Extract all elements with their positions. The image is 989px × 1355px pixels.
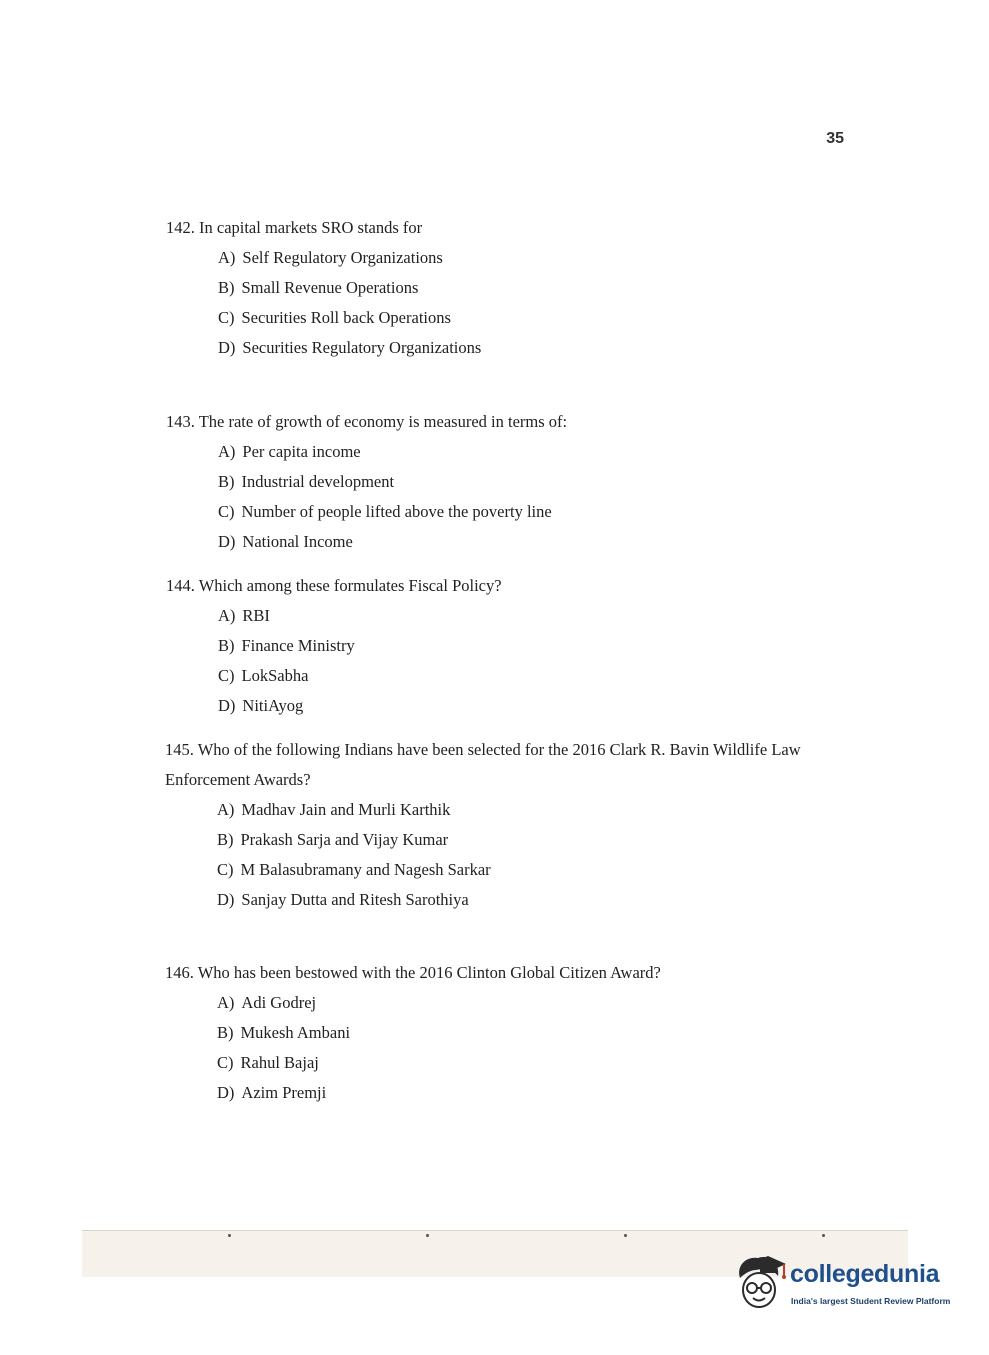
option-letter: A) (218, 606, 236, 625)
question-stem: 144. Which among these formulates Fiscal Policy? (166, 576, 502, 595)
option-b (218, 467, 846, 497)
option-a (218, 437, 846, 467)
option-letter: B) (218, 636, 235, 655)
option-letter: C) (218, 308, 235, 327)
footer-mark (624, 1234, 627, 1237)
option-letter: B) (217, 1023, 234, 1042)
option-text: Small Revenue Operations (241, 278, 419, 297)
page-number: 35 (826, 130, 844, 147)
option-letter: D) (218, 338, 236, 357)
option-a (217, 795, 845, 825)
question-143 (166, 407, 846, 557)
option-a (218, 601, 846, 631)
option-d (217, 1078, 845, 1108)
question-144 (166, 571, 846, 721)
option-text: LokSabha (241, 666, 309, 685)
footer-mark (426, 1234, 429, 1237)
option-text: M Balasubramany and Nagesh Sarkar (240, 860, 491, 879)
option-text: Rahul Bajaj (240, 1053, 319, 1072)
option-text: Per capita income (242, 442, 361, 461)
option-c (218, 497, 846, 527)
option-b (217, 825, 845, 855)
option-text: Securities Roll back Operations (241, 308, 451, 327)
option-text: NitiAyog (242, 696, 304, 715)
option-text: Madhav Jain and Murli Karthik (241, 800, 451, 819)
option-b (218, 273, 846, 303)
question-stem: 142. In capital markets SRO stands for (166, 218, 423, 237)
option-text: Azim Premji (241, 1083, 327, 1102)
question-142 (166, 213, 846, 363)
option-letter: A) (217, 993, 235, 1012)
option-text: Securities Regulatory Organizations (242, 338, 482, 357)
options-list (165, 795, 845, 915)
option-d (217, 885, 845, 915)
option-d (218, 527, 846, 557)
option-letter: A) (217, 800, 235, 819)
option-letter: B) (218, 472, 235, 491)
option-text: Mukesh Ambani (240, 1023, 351, 1042)
option-letter: B) (217, 830, 234, 849)
logo-tagline: India's largest Student Review Platform (791, 1296, 951, 1306)
option-text: RBI (242, 606, 270, 625)
option-text: Number of people lifted above the poverty line (241, 502, 552, 521)
option-b (218, 631, 846, 661)
option-c (217, 1048, 845, 1078)
option-letter: D) (217, 890, 235, 909)
question-146 (165, 958, 845, 1108)
option-text: Sanjay Dutta and Ritesh Sarothiya (241, 890, 469, 909)
student-mascot-icon (734, 1252, 788, 1314)
option-d (218, 333, 846, 363)
question-stem: 143. The rate of growth of economy is measured in terms of: (166, 412, 568, 431)
option-a (218, 243, 846, 273)
question-145 (165, 735, 845, 915)
option-text: Prakash Sarja and Vijay Kumar (240, 830, 449, 849)
option-text: Self Regulatory Organizations (242, 248, 443, 267)
option-c (218, 303, 846, 333)
option-letter: C) (217, 1053, 234, 1072)
question-stem: 145. Who of the following Indians have been selected for the 2016 Clark R. Bavin Wildlife Law (165, 740, 801, 759)
option-letter: D) (218, 532, 236, 551)
option-letter: D) (217, 1083, 235, 1102)
option-text: Finance Ministry (241, 636, 355, 655)
options-list (166, 437, 846, 557)
question-stem: 146. Who has been bestowed with the 2016 Clinton Global Citizen Award? (165, 963, 661, 982)
option-letter: C) (218, 502, 235, 521)
footer-mark (822, 1234, 825, 1237)
option-letter: A) (218, 248, 236, 267)
options-list (166, 243, 846, 363)
option-b (217, 1018, 845, 1048)
option-text: Adi Godrej (241, 993, 317, 1012)
option-d (218, 691, 846, 721)
option-letter: C) (217, 860, 234, 879)
collegedunia-logo[interactable] (734, 1252, 964, 1318)
option-letter: A) (218, 442, 236, 461)
option-c (217, 855, 845, 885)
option-letter: C) (218, 666, 235, 685)
logo-wordmark: collegedunia (790, 1260, 940, 1288)
option-letter: D) (218, 696, 236, 715)
option-c (218, 661, 846, 691)
question-stem-continued: Enforcement Awards? (165, 770, 311, 789)
options-list (165, 988, 845, 1108)
footer-mark (228, 1234, 231, 1237)
options-list (166, 601, 846, 721)
option-a (217, 988, 845, 1018)
option-letter: B) (218, 278, 235, 297)
option-text: National Income (242, 532, 353, 551)
option-text: Industrial development (241, 472, 395, 491)
